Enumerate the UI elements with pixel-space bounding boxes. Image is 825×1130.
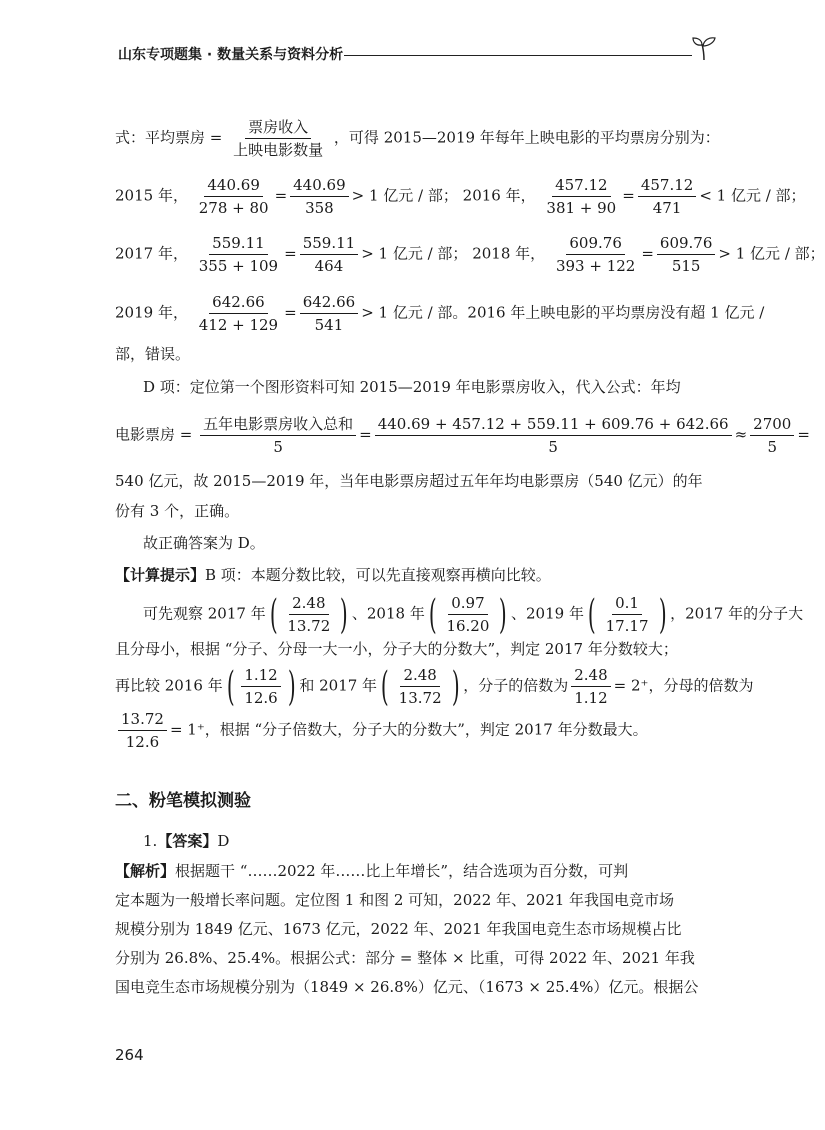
header-rule [344, 55, 692, 56]
header-title: 山东专项题集 · 数量关系与资料分析 [118, 47, 344, 63]
running-header [118, 42, 718, 66]
wrong-line: 部，错误。 [115, 345, 191, 363]
q1-analysis-line1: 【解析】根据题干 “……2022 年……比上年增长”，结合选项为百分数，可判 [115, 862, 629, 880]
q1-answer-line: 1.【答案】D [143, 832, 230, 850]
compare-line3: 再比较 2016 年 ( $\frac{1.12}{12.6}$ ) 和 2017 年 ( $\frac{2.48}{13.72}$ ) ，分子的倍数为 $\frac{2.48}{1.12}$ = 2⁺，分母的倍数为 [115, 663, 754, 710]
option-d-line1: D 项：定位第一个图形资料可知 2015—2019 年电影票房收入，代入公式：年均 [143, 378, 681, 396]
calc-line-2017-2018: 2017 年， $\frac{559.11}{355 + 109}$ = $\frac{559.11}{464}$ > 1 亿元 / 部； 2018 年， $\frac{609.76}{393 + 122}$ = $\frac{609.76}{515}$ > 1 亿元 / 部； [115, 234, 825, 275]
calc-tip-line: 【计算提示】B 项：本题分数比较，可以先直接观察再横向比较。 [115, 566, 551, 584]
option-d-line3: 540 亿元，故 2015—2019 年，当年电影票房超过五年年均电影票房（540 亿元）的年 [115, 472, 703, 490]
option-d-formula: 电影票房 = $\frac{\text{五年电影票房收入总和}}{5}$ = $\frac{440.69 + 457.12 + 559.11 + 609.76 + 642.66}{5}$ ≈ $\frac{2700}{5}$ = [115, 415, 810, 456]
formula-fraction: $\frac{\text{票房收入}}{\text{上映电影数量}}$ [233, 118, 324, 159]
option-d-line4: 份有 3 个，正确。 [115, 502, 240, 520]
answer-line: 故正确答案为 D。 [143, 534, 265, 552]
formula-line: 式：平均票房 = $\frac{\text{票房收入}}{\text{上映电影数量}}$ ，可得 2015—2019 年每年上映电影的平均票房分别为： [115, 118, 720, 159]
section-title: 二、粉笔模拟测验 [115, 791, 251, 811]
q1-analysis-line4: 分别为 26.8%、25.4%。根据公式：部分 = 整体 × 比重，可得 2022 年、2021 年我 [115, 949, 695, 967]
page-number: 264 [115, 1046, 144, 1064]
q1-analysis-line2: 定本题为一般增长率问题。定位图 1 和图 2 可知，2022 年、2021 年我国电竞市场 [115, 891, 675, 909]
calc-line-2019: 2019 年， $\frac{642.66}{412 + 129}$ = $\frac{642.66}{541}$ > 1 亿元 / 部。2016 年上映电影的平均票房没有超 1 亿元 / [115, 293, 765, 334]
calc-line-2015-2016: 2015 年， $\frac{440.69}{278 + 80}$ = $\frac{440.69}{358}$ > 1 亿元 / 部； 2016 年， $\frac{457.12}{381 + 90}$ = $\frac{457.12}{471}$ < 1 亿元 / 部； [115, 176, 806, 217]
calc-tip-label: 【计算提示】 [115, 566, 206, 584]
sprout-icon [690, 34, 718, 62]
q1-analysis-line3: 规模分别为 1849 亿元、1673 亿元，2022 年、2021 年我国电竞生态市场规模占比 [115, 920, 682, 938]
compare-line2: 且分母小，根据 “分子、分母一大一小，分子大的分数大”，判定 2017 年分数较大； [115, 640, 678, 658]
compare-line4: $\frac{13.72}{12.6}$ = 1⁺，根据 “分子倍数大，分子大的分数大”，判定 2017 年分数最大。 [115, 710, 648, 751]
compare-line1: 可先观察 2017 年 ( $\frac{2.48}{13.72}$ ) 、2018 年 ( $\frac{0.97}{16.20}$ ) 、2019 年 ( $\frac{0.1}{17.17}$ ) ，2017 年的分子大 [143, 591, 804, 638]
q1-analysis-line5: 国电竞生态市场规模分别为（1849 × 26.8%）亿元、（1673 × 25.4%）亿元。根据公 [115, 978, 699, 996]
